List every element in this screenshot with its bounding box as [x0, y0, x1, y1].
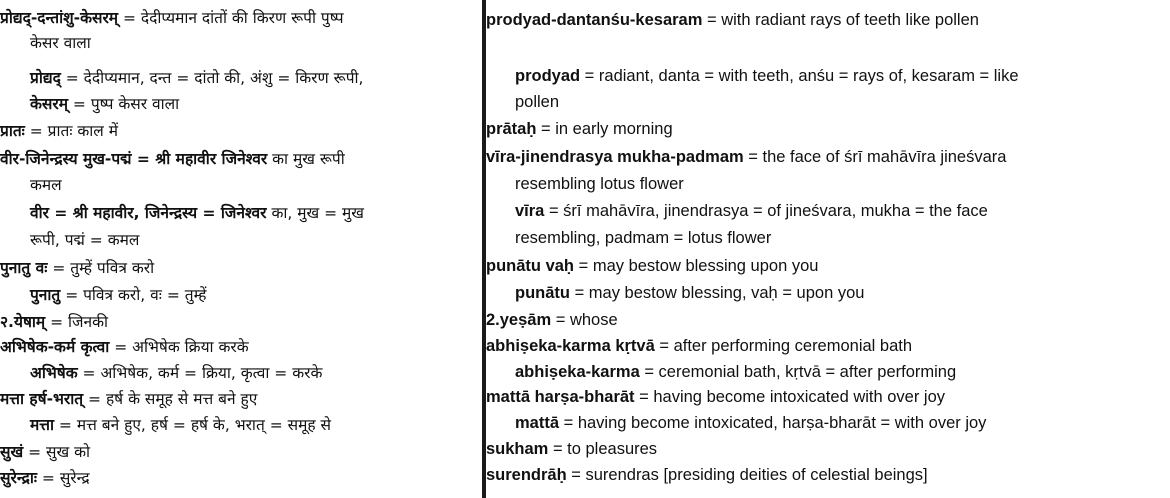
hindi-entry [30, 361, 322, 385]
hindi-entry [0, 466, 90, 490]
english-definition: = with radiant rays of teeth like pollen [702, 11, 979, 29]
hindi-term: मत्ता [30, 416, 54, 434]
english-term: sukham [486, 440, 549, 458]
hindi-definition: = तुम्हें पवित्र करो [47, 259, 155, 277]
hindi-term: वीर-जिनेन्द्रस्य मुख-पद्मं = श्री महावीर जिनेश्वर [0, 150, 268, 168]
hindi-term: प्रोद्यद् [30, 69, 61, 87]
english-definition: = surendras [presiding deities of celestial beings] [566, 466, 928, 484]
hindi-definition: = सुरेन्द्र [36, 469, 90, 487]
english-entry [515, 411, 986, 435]
english-definition: pollen [515, 93, 560, 111]
english-entry [515, 172, 684, 196]
hindi-entry [30, 92, 179, 116]
hindi-definition: = अभिषेक, कर्म = क्रिया, कृत्वा = करके [77, 364, 323, 382]
hindi-entry [0, 147, 345, 171]
english-entry [486, 145, 1006, 169]
hindi-entry [30, 228, 139, 252]
english-definition: = radiant, danta = with teeth, anśu = rays of, kesaram = like [580, 67, 1019, 85]
hindi-term: पुनातु वः [0, 259, 48, 277]
english-entry [515, 64, 1019, 88]
hindi-entry [30, 283, 206, 307]
hindi-definition: = देदीप्यमान दांतों की किरण रूपी पुष्प [118, 9, 344, 27]
hindi-definition: केसर वाला [30, 34, 91, 52]
hindi-definition: रूपी, पद्मं = कमल [30, 231, 140, 249]
english-definition: = to pleasures [548, 440, 658, 458]
hindi-definition: = पुष्प केसर वाला [68, 95, 180, 113]
hindi-term: पुनातु [30, 286, 61, 304]
english-entry [486, 308, 618, 332]
hindi-entry [30, 201, 364, 225]
english-entry [515, 226, 771, 250]
english-entry [515, 199, 988, 223]
english-term: 2.yeṣām [486, 311, 552, 329]
english-term: abhiṣeka-karma kṛtvā [486, 337, 655, 355]
hindi-term: अभिषेक [30, 364, 78, 382]
english-entry [486, 463, 928, 487]
english-definition: = may bestow blessing upon you [574, 257, 819, 275]
hindi-definition: का, मुख = मुख [266, 204, 364, 222]
english-term: abhiṣeka-karma [515, 363, 640, 381]
english-entry [515, 90, 559, 114]
english-term: surendrāḥ [486, 466, 567, 484]
english-definition: = whose [551, 311, 618, 329]
english-definition: = after performing ceremonial bath [654, 337, 913, 355]
hindi-definition: = जिनकी [45, 313, 109, 331]
hindi-definition: = पवित्र करो, वः = तुम्हें [60, 286, 207, 304]
english-definition: = the face of śrī mahāvīra jineśvara [743, 148, 1007, 166]
english-term: vīra-jinendrasya mukha-padmam [486, 148, 744, 166]
hindi-entry [30, 31, 91, 55]
hindi-entry [30, 173, 62, 197]
english-entry [486, 254, 818, 278]
english-definition: = having become intoxicated, harṣa-bharāt = with over joy [559, 414, 987, 432]
english-column [486, 0, 1170, 498]
hindi-entry [0, 119, 118, 143]
hindi-entry [0, 256, 154, 280]
english-entry [486, 385, 945, 409]
hindi-definition: = मत्त बने हुए, हर्ष = हर्ष के, भरात् = समूह से [54, 416, 331, 434]
english-entry [515, 281, 864, 305]
hindi-definition: = प्रातः काल में [24, 122, 119, 140]
hindi-definition: = हर्ष के समूह से मत्त बने हुए [83, 390, 258, 408]
english-definition: resembling lotus flower [515, 175, 684, 193]
hindi-entry [0, 440, 90, 464]
english-definition: = having become intoxicated with over joy [634, 388, 946, 406]
english-definition: = ceremonial bath, kṛtvā = after performing [639, 363, 957, 381]
hindi-term: मत्ता हर्ष-भरात् [0, 390, 84, 408]
english-term: mattā harṣa-bharāt [486, 388, 635, 406]
hindi-entry [0, 335, 249, 359]
hindi-entry [0, 310, 108, 334]
hindi-entry [30, 66, 363, 90]
hindi-term: केसरम् [30, 95, 68, 113]
english-entry [515, 360, 956, 384]
hindi-entry [30, 413, 331, 437]
english-term: vīra [515, 202, 545, 220]
hindi-term: सुरेन्द्राः [0, 469, 37, 487]
hindi-entry [0, 387, 257, 411]
hindi-term: प्रातः [0, 122, 25, 140]
hindi-entry [0, 6, 344, 30]
hindi-definition: = देदीप्यमान, दन्त = दांतो की, अंशु = किरण रूपी, [60, 69, 364, 87]
english-term: prodyad [515, 67, 581, 85]
english-entry [486, 437, 657, 461]
hindi-term: वीर = श्री महावीर, जिनेन्द्रस्य = जिनेश्वर [30, 204, 267, 222]
english-entry [486, 8, 979, 32]
hindi-term: अभिषेक-कर्म कृत्वा [0, 338, 110, 356]
english-definition: = may bestow blessing, vaḥ = upon you [570, 284, 865, 302]
hindi-definition: का मुख रूपी [267, 150, 345, 168]
hindi-definition: = सुख को [23, 443, 91, 461]
hindi-definition: = अभिषेक क्रिया करके [109, 338, 249, 356]
english-term: prodyad-dantanśu-kesaram [486, 11, 703, 29]
english-definition: = in early morning [536, 120, 673, 138]
hindi-column [0, 0, 484, 498]
hindi-term: २.येषाम् [0, 313, 46, 331]
english-entry [486, 334, 912, 358]
english-term: prātaḥ [486, 120, 537, 138]
english-term: punātu vaḥ [486, 257, 575, 275]
hindi-definition: कमल [30, 176, 62, 194]
hindi-term: प्रोद्यद्-दन्तांशु-केसरम् [0, 9, 119, 27]
english-entry [486, 117, 673, 141]
english-definition: resembling, padmam = lotus flower [515, 229, 772, 247]
english-term: punātu [515, 284, 570, 302]
english-term: mattā [515, 414, 560, 432]
hindi-term: सुखं [0, 443, 24, 461]
english-definition: = śrī mahāvīra, jinendrasya = of jineśvara, mukha = the face [544, 202, 988, 220]
